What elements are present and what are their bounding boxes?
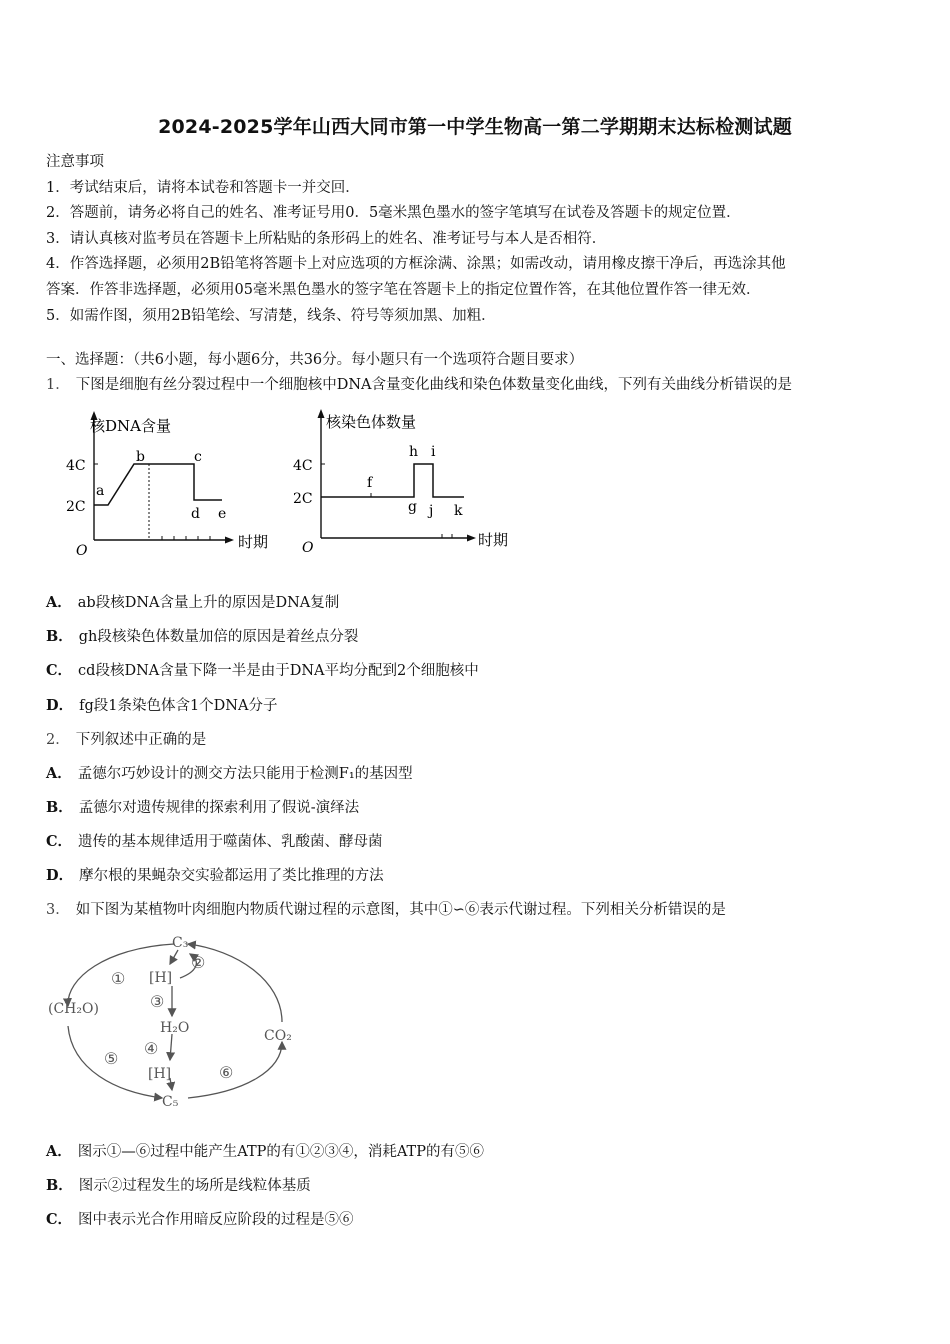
chromosome-curve: [321, 464, 464, 497]
x-axis-label: 时期: [478, 531, 509, 549]
point-label: b: [136, 449, 145, 465]
point-label: a: [96, 483, 105, 499]
step-label: ⑥: [219, 1063, 234, 1082]
chart-title: 核DNA含量: [90, 417, 171, 435]
step-label: ③: [150, 992, 165, 1011]
q1-option-c: [46, 659, 479, 683]
point-label: i: [431, 444, 436, 460]
y-tick-label: 4C: [66, 458, 86, 474]
step-label: ①: [111, 969, 126, 988]
node-h-upper: [H]: [149, 970, 173, 986]
option-text: 图示②过程发生的场所是线粒体基质: [78, 1178, 311, 1194]
question-number: 2．: [46, 732, 70, 748]
question-number: 3．: [46, 902, 70, 918]
option-key: D．: [46, 697, 74, 714]
x-axis-label: 时期: [238, 533, 269, 551]
y-tick-label: 2C: [66, 499, 86, 515]
node-c3: C₃: [172, 935, 189, 951]
arrow-c3-to-h: [170, 950, 178, 964]
option-key: C．: [46, 1211, 73, 1228]
notice-heading: 注意事项: [46, 154, 104, 170]
option-key: A．: [46, 765, 72, 782]
point-label: g: [408, 499, 417, 515]
option-text: 孟德尔对遗传规律的探索利用了假说-演绎法: [78, 800, 360, 816]
option-text: 遗传的基本规律适用于噬菌体、乳酸菌、酵母菌: [78, 834, 383, 850]
origin-label: O: [302, 540, 314, 556]
node-water: H₂O: [160, 1020, 190, 1036]
option-key: A．: [46, 1143, 72, 1160]
q3-metabolism-diagram: [46, 930, 306, 1110]
option-key: B．: [46, 1177, 73, 1194]
question-text: 下图是细胞有丝分裂过程中一个细胞核中DNA含量变化曲线和染色体数量变化曲线，下列有关曲线分析错误的是: [75, 377, 793, 393]
step-label: ④: [144, 1039, 159, 1058]
option-key: B．: [46, 799, 73, 816]
chromosome-chart: [293, 409, 508, 556]
option-text: 图中表示光合作用暗反应阶段的过程是⑤⑥: [78, 1212, 354, 1228]
page-title: 2024-2025学年山西大同市第一中学生物高一第二学期期末达标检测试题: [158, 116, 792, 138]
point-label: h: [409, 444, 419, 460]
arrow-c5-to-co2: [188, 1042, 282, 1098]
point-label: d: [191, 506, 200, 522]
option-text: 孟德尔巧妙设计的测交方法只能用于检测F₁的基因型: [77, 766, 413, 782]
point-label: f: [367, 475, 373, 491]
q3-option-c: [46, 1208, 354, 1232]
node-h-lower: [H]: [148, 1066, 172, 1082]
option-key: D．: [46, 867, 74, 884]
y-tick-label: 2C: [293, 491, 313, 507]
option-key: C．: [46, 662, 73, 679]
dna-curve: [94, 464, 222, 505]
question-3-stem: [46, 898, 726, 922]
q1-option-b: [46, 625, 358, 649]
option-text: fg段1条染色体含1个DNA分子: [79, 698, 278, 714]
notice-item: 答案．作答非选择题，必须用05毫米黑色墨水的签字笔在答题卡上的指定位置作答，在其他位置作答一律无效．: [46, 281, 761, 298]
option-key: B．: [46, 628, 73, 645]
question-1-stem: [46, 373, 792, 397]
x-axis-arrow-icon: [225, 537, 234, 544]
q1-figure: [46, 405, 526, 565]
notice-item: 4．作答选择题，必须用2B铅笔将答题卡上对应选项的方框涂满、涂黑；如需改动，请用橡皮擦干净后，再选涂其他: [46, 256, 786, 273]
option-text: gh段核染色体数量加倍的原因是着丝点分裂: [78, 629, 359, 645]
node-c5: C₅: [162, 1094, 179, 1110]
q3-option-a: [46, 1140, 484, 1164]
dna-chart: [66, 411, 268, 559]
option-key: A．: [46, 594, 72, 611]
question-text: 如下图为某植物叶肉细胞内物质代谢过程的示意图，其中①∽⑥表示代谢过程。下列相关分析错误的是: [75, 902, 726, 918]
chart-title: 核染色体数量: [326, 413, 417, 431]
notice-item: 3．请认真核对监考员在答题卡上所粘贴的条形码上的姓名、准考证号与本人是否相符．: [46, 230, 607, 247]
option-text: 图示①—⑥过程中能产生ATP的有①②③④，消耗ATP的有⑤⑥: [77, 1144, 484, 1160]
q1-option-a: [46, 591, 339, 615]
option-key: C．: [46, 833, 73, 850]
q2-option-d: [46, 864, 384, 888]
option-text: 摩尔根的果蝇杂交实验都运用了类比推理的方法: [79, 868, 384, 884]
option-text: cd段核DNA含量下降一半是由于DNA平均分配到2个细胞核中: [78, 663, 479, 679]
notice-item: 1．考试结束后，请将本试卷和答题卡一并交回．: [46, 179, 360, 196]
q2-option-a: [46, 762, 413, 786]
point-label: j: [429, 503, 434, 519]
diagram-labels: [48, 935, 292, 1110]
question-number: 1．: [46, 377, 70, 393]
option-text: ab段核DNA含量上升的原因是DNA复制: [77, 595, 340, 611]
node-co2: CO₂: [264, 1028, 292, 1044]
arrow-water-to-h: [170, 1034, 172, 1060]
x-axis-arrow-icon: [467, 535, 476, 542]
point-label: e: [218, 506, 227, 522]
node-ch2o: (CH₂O): [48, 1001, 99, 1017]
q3-option-b: [46, 1174, 311, 1198]
point-label: k: [454, 503, 463, 519]
section-heading: 一、选择题：（共6小题，每小题6分，共36分。每小题只有一个选项符合题目要求）: [46, 352, 584, 368]
q2-option-b: [46, 796, 359, 820]
question-2-stem: [46, 728, 206, 752]
point-label: c: [194, 449, 202, 465]
q1-option-d: [46, 694, 277, 718]
step-label: ②: [191, 953, 206, 972]
notice-item: 5．如需作图，须用2B铅笔绘、写清楚，线条、符号等须加黑、加粗．: [46, 307, 496, 324]
step-label: ⑤: [104, 1049, 119, 1068]
y-axis-arrow-icon: [318, 409, 325, 418]
y-tick-label: 4C: [293, 458, 313, 474]
notice-item: 2．答题前，请务必将自己的姓名、准考证号用0．5毫米黑色墨水的签字笔填写在试卷及答题卡的规定位置．: [46, 205, 741, 222]
question-text: 下列叙述中正确的是: [75, 732, 207, 748]
origin-label: O: [76, 543, 88, 559]
q2-option-c: [46, 830, 383, 854]
notice-block: [46, 150, 906, 329]
